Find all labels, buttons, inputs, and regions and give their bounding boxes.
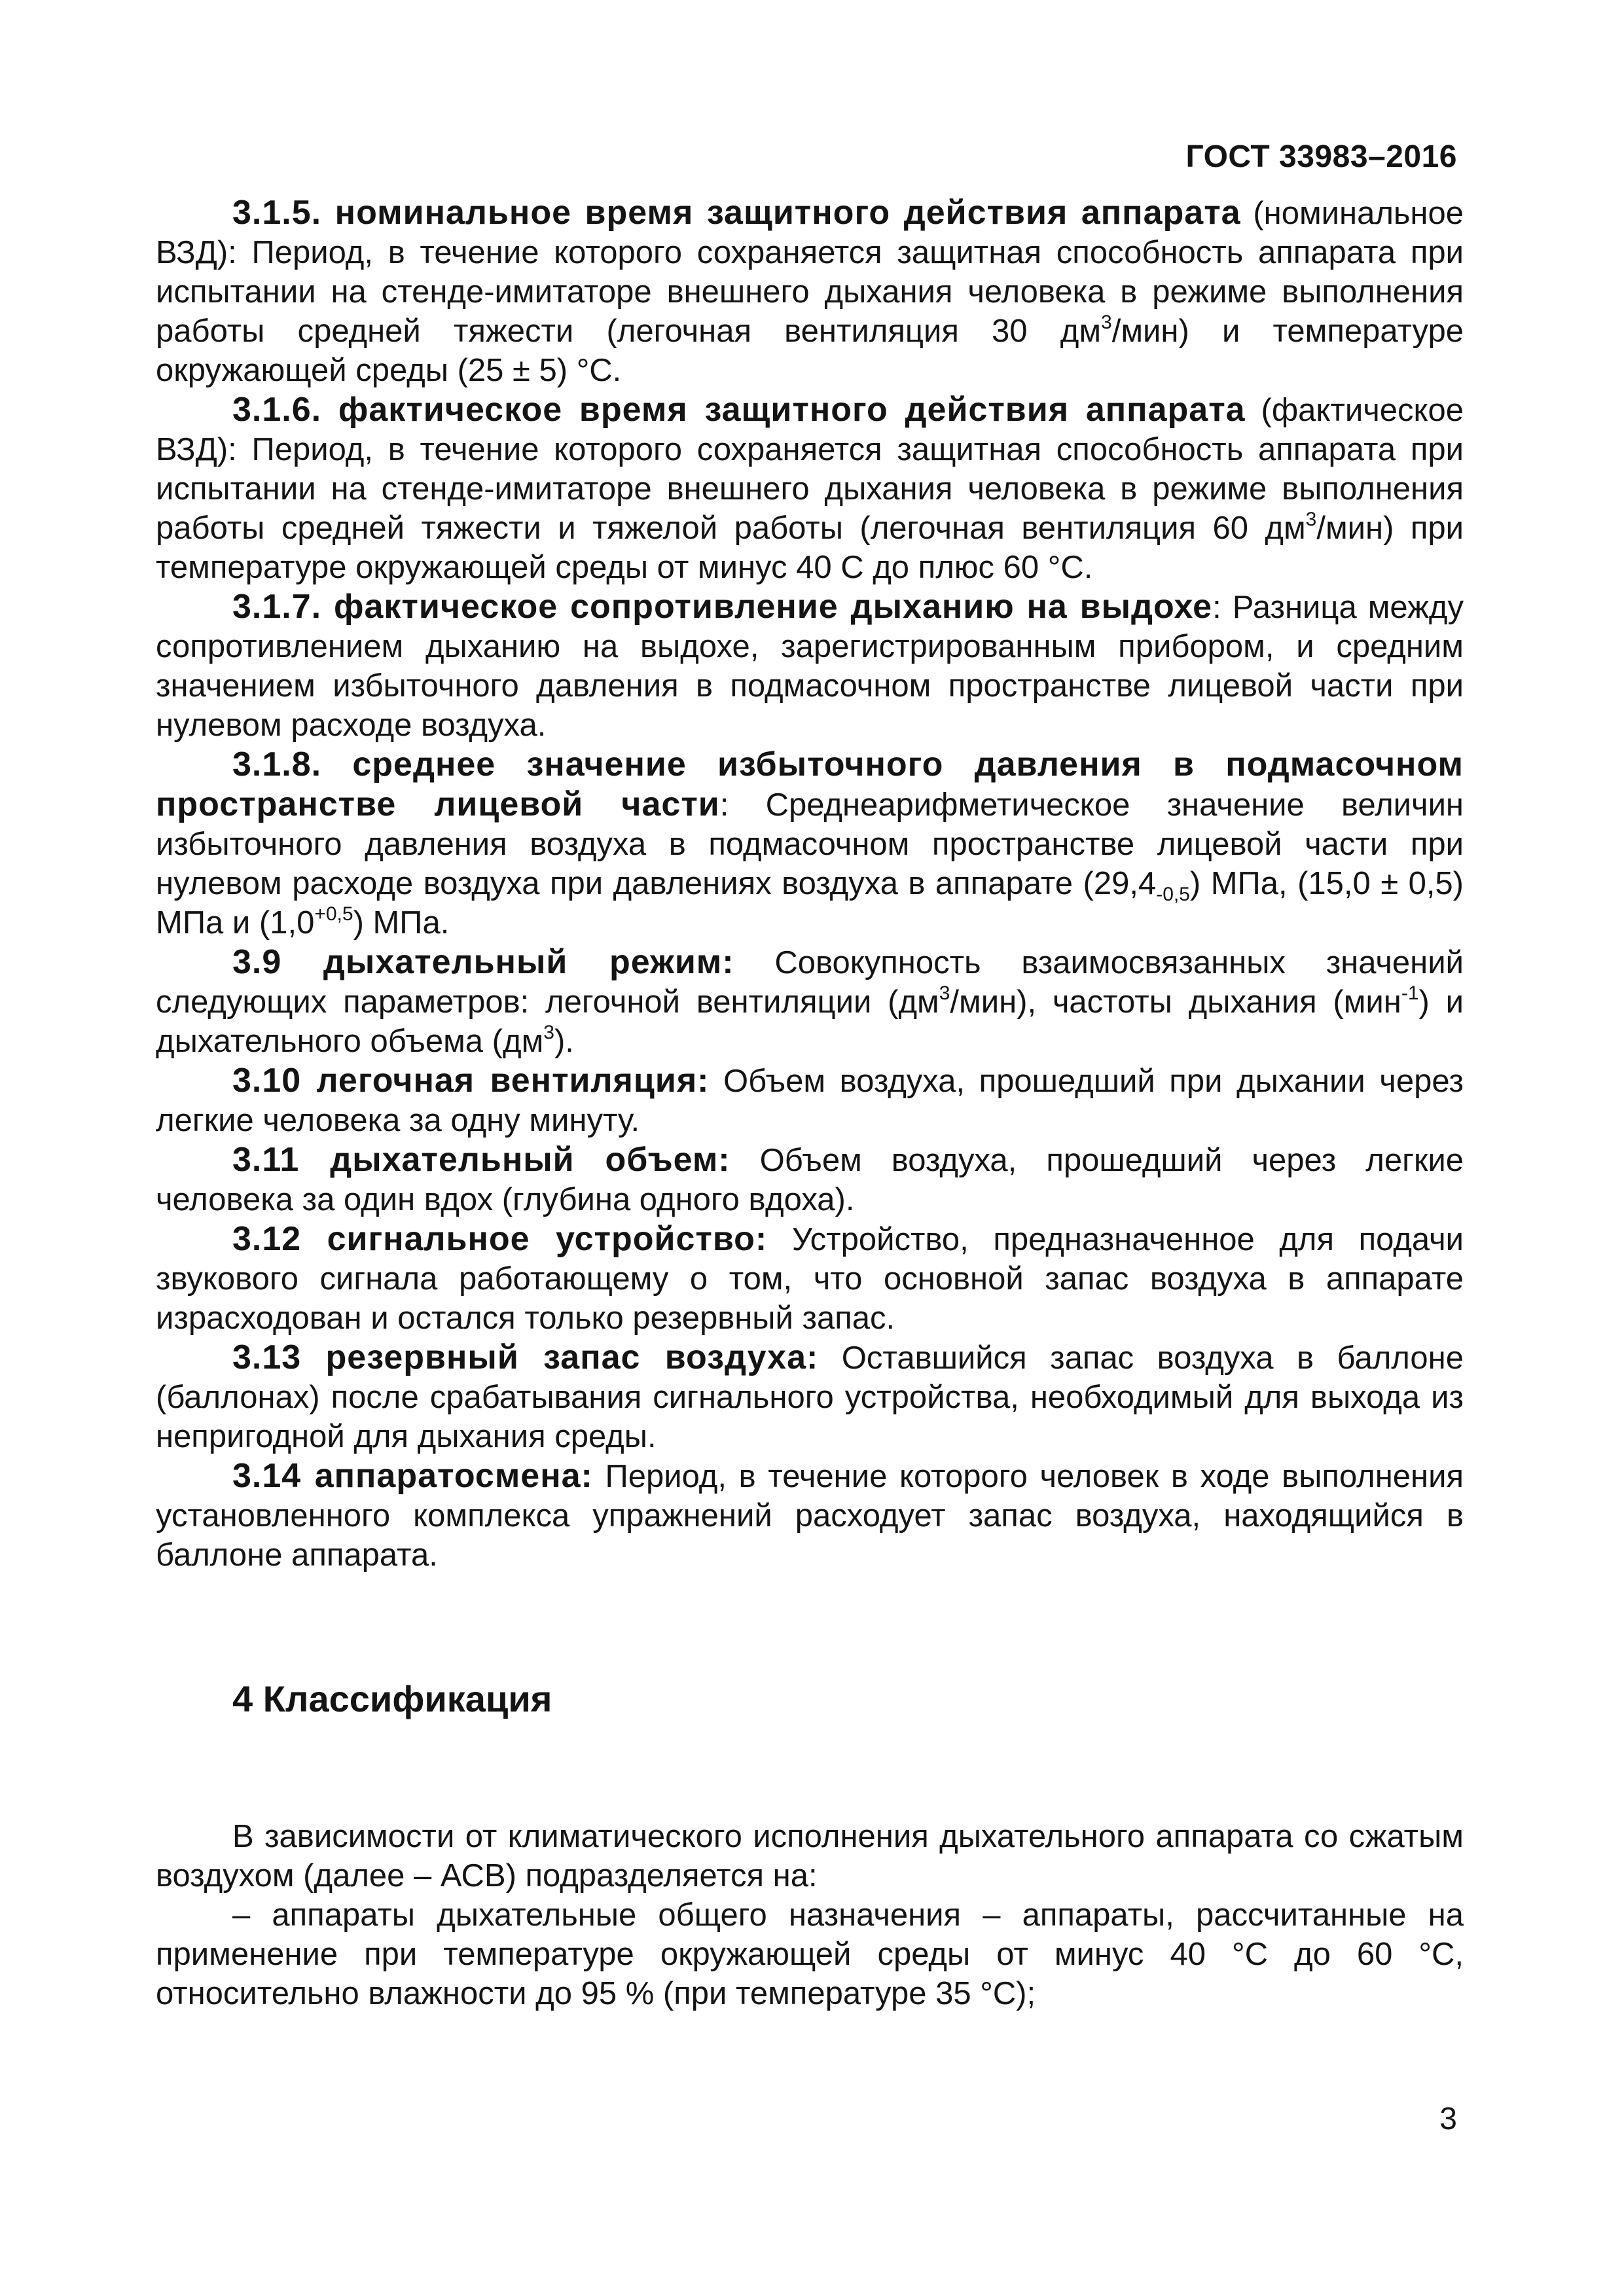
- definition-3-9: [156, 942, 1464, 1061]
- superscript: 3: [1101, 312, 1112, 333]
- definition-text: ) и дыхательного объема (дм: [156, 984, 1464, 1059]
- section-intro-paragraph: В зависимости от климатического исполнения дыхательного аппарата со сжатым воздухом (далее – АСВ) подразделяется на:: [156, 1819, 1464, 1893]
- superscript: 3: [1305, 509, 1317, 530]
- term-title: 3.13 резервный запас воздуха:: [232, 1338, 819, 1376]
- definition-text: : Среднеарифметическое значение величин избыточного давления воздуха в подмасочном пространстве лицевой части при нулевом расходе воздуха при давлениях воздуха в аппарате (29,4: [156, 787, 1464, 901]
- term-title: 3.9 дыхательный режим:: [232, 943, 734, 981]
- definition-text: Оставшийся запас воздуха в баллоне (баллонах) после срабатывания сигнального устройства, необходимый для выхода из непригодной для дыхания среды.: [156, 1340, 1464, 1454]
- definition-text: ) МПа.: [353, 905, 450, 941]
- term-title: 3.14 аппаратосмена:: [232, 1457, 593, 1495]
- document-code-header: ГОСТ 33983–2016: [1185, 139, 1457, 174]
- superscript: 3: [939, 982, 950, 1004]
- term-title: 3.1.7. фактическое сопротивление дыханию на выдохе: [232, 588, 1213, 626]
- definition-text: Период, в течение которого человек в ходе выполнения установленного комплекса упражнений расходует запас воздуха, находящийся в баллоне аппарата.: [156, 1459, 1464, 1573]
- term-title: 3.1.6. фактическое время защитного действия аппарата: [232, 391, 1246, 429]
- definition-text: Период, в течение которого сохраняется защитная способность аппарата при испытании на стенде-имитаторе внешнего дыхания человека в режиме выполнения работы средней тяжести (легочная вентиляция 30 дм: [156, 235, 1464, 349]
- term-title: 3.12 сигнальное устройство:: [232, 1220, 768, 1258]
- superscript: 3: [543, 1022, 554, 1043]
- definition-text: Объем воздуха, прошедший через легкие человека за один вдох (глубина одного вдоха).: [156, 1143, 1464, 1217]
- document-body: [156, 193, 1464, 2013]
- term-title: 3.1.5. номинальное время защитного действия аппарата: [232, 194, 1241, 232]
- page-number: 3: [1439, 2102, 1457, 2136]
- definition-text: ) МПа, (15,0 ± 0,5) МПа и (1,0: [156, 866, 1464, 941]
- definition-text: Совокупность взаимосвязанных значений следующих параметров: легочной вентиляции (дм: [156, 945, 1464, 1020]
- definition-text: Период, в течение которого сохраняется защитная способность аппарата при испытании на стенде-имитаторе внешнего дыхания человека в режиме выполнения работы средней тяжести и тяжелой работы (легочная вентиляция 60 дм: [156, 432, 1464, 546]
- term-title: 3.10 легочная вентиляция:: [232, 1062, 710, 1100]
- definition-text-tail: /мин) и температуре окружающей среды (25 ± 5) °С.: [156, 314, 1464, 388]
- definition-3-11: [156, 1140, 1464, 1219]
- term-abbreviation: (фактическое ВЗД):: [156, 393, 1464, 467]
- definition-text: /мин), частоты дыхания (мин: [950, 984, 1401, 1020]
- superscript: -1: [1401, 982, 1419, 1004]
- superscript: +0,5: [314, 903, 353, 925]
- term-abbreviation: (номинальное ВЗД):: [156, 196, 1464, 270]
- definition-3-1-7: [156, 587, 1464, 745]
- term-title: 3.11 дыхательный объем:: [232, 1141, 731, 1179]
- definition-3-1-5: [156, 193, 1464, 390]
- definition-3-12: [156, 1219, 1464, 1338]
- definition-3-13: [156, 1338, 1464, 1456]
- section-heading-classification: 4 Классификация: [232, 1678, 552, 1719]
- definition-3-1-8: [156, 745, 1464, 942]
- term-title: 3.1.8. среднее значение избыточного давления в подмасочном пространстве лицевой части: [156, 745, 1464, 823]
- definition-3-14: [156, 1456, 1464, 1575]
- subscript: -0,5: [1156, 884, 1190, 905]
- definition-text: Объем воздуха, прошедший при дыхании через легкие человека за одну минуту.: [156, 1064, 1464, 1138]
- definition-text-tail: /мин) при температуре окружающей среды от минус 40 С до плюс 60 °С.: [156, 511, 1464, 585]
- definition-3-10: [156, 1061, 1464, 1140]
- definition-text: : Разница между сопротивлением дыханию на выдохе, зарегистрированным прибором, и средним значением избыточного давления в подмасочном пространстве лицевой части при нулевом расходе воздуха.: [156, 590, 1464, 743]
- definition-3-1-6: [156, 390, 1464, 587]
- classification-list-item: – аппараты дыхательные общего назначения – аппараты, рассчитанные на применение при температуре окружающей среды от минус 40 °С до 60 °С, относительно влажности до 95 % (при температуре 35 °С);: [156, 1897, 1464, 2011]
- definition-text: ).: [554, 1024, 574, 1059]
- definition-text: Устройство, предназначенное для подачи звукового сигнала работающему о том, что основной запас воздуха в аппарате израсходован и остался только резервный запас.: [156, 1222, 1464, 1336]
